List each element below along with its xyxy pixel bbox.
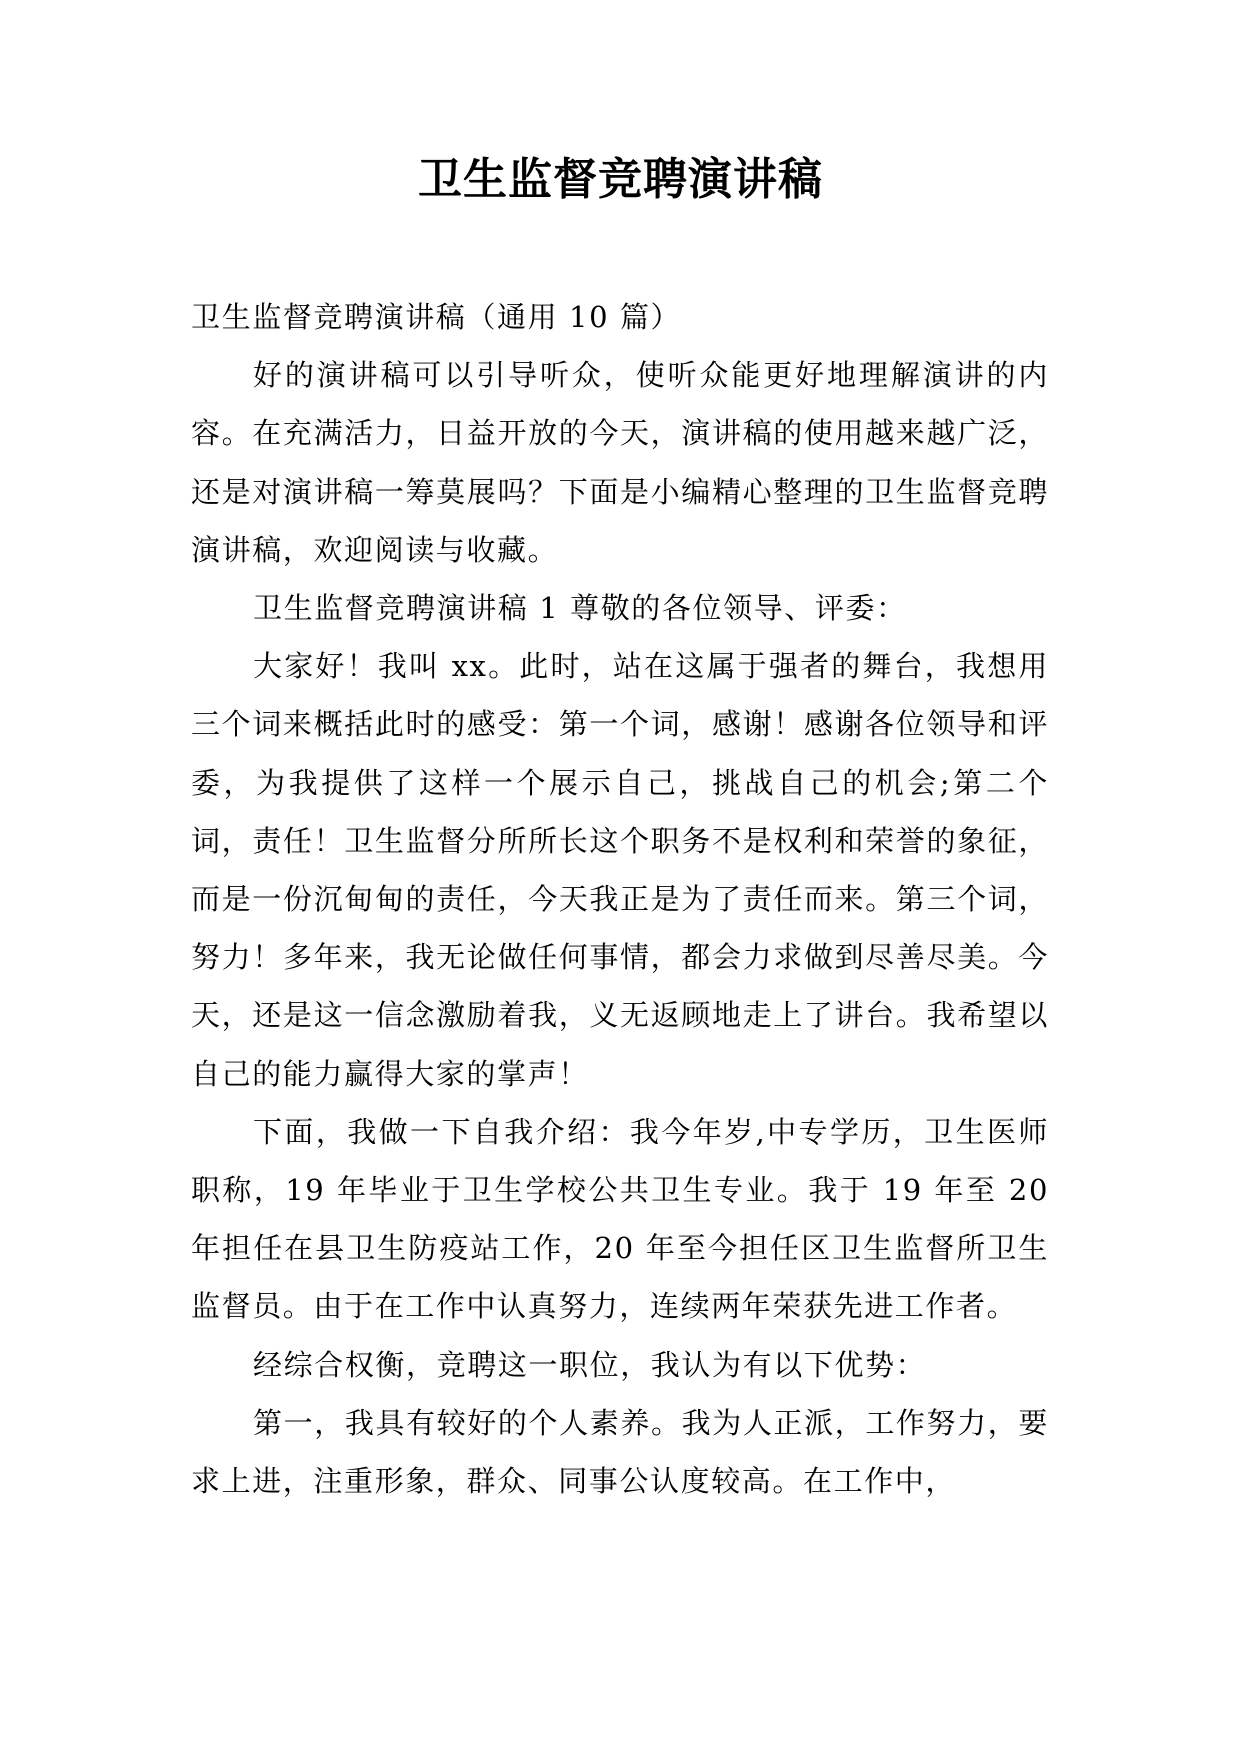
advantages-intro-paragraph: 经综合权衡，竞聘这一职位，我认为有以下优势： — [253, 1347, 927, 1382]
greeting-paragraph: 大家好！我叫 xx。此时，站在这属于强者的舞台，我想用三个词来概括此时的感受：第一个词，感谢！感谢各位领导和评委，为我提供了这样一个展示自己，挑战自己的机会;第二个词，责任！卫生监督分所所长这个职务不是权利和荣誉的象征，而是一份沉甸甸的责任，今天我正是为了责任而来。第三个词，努力！多年来，我无论做任何事情，都会力求做到尽善尽美。今天，还是这一信念激励着我，义无返顾地走上了讲台。我希望以自己的能力赢得大家的掌声！ — [191, 649, 1049, 1091]
subtitle-line: 卫生监督竞聘演讲稿（通用 10 篇） — [191, 300, 682, 334]
document-body — [191, 288, 1049, 1510]
document-title: 卫生监督竞聘演讲稿 — [418, 154, 823, 205]
first-advantage-paragraph: 第一，我具有较好的个人素养。我为人正派，工作努力，要求上进，注重形象，群众、同事公认度较高。在工作中， — [191, 1405, 1049, 1499]
self-introduction-paragraph: 下面，我做一下自我介绍：我今年岁,中专学历，卫生医师职称，19 年毕业于卫生学校公共卫生专业。我于 19 年至 20 年担任在县卫生防疫站工作，20 年至今担任区卫生监督所卫生监督员。由于在工作中认真努力，连续两年荣获先进工作者。 — [191, 1114, 1049, 1324]
speech-heading-paragraph: 卫生监督竞聘演讲稿 1 尊敬的各位领导、评委： — [253, 591, 907, 626]
intro-paragraph: 好的演讲稿可以引导听众，使听众能更好地理解演讲的内容。在充满活力，日益开放的今天，演讲稿的使用越来越广泛，还是对演讲稿一筹莫展吗？下面是小编精心整理的卫生监督竞聘演讲稿，欢迎阅读与收藏。 — [191, 358, 1049, 567]
